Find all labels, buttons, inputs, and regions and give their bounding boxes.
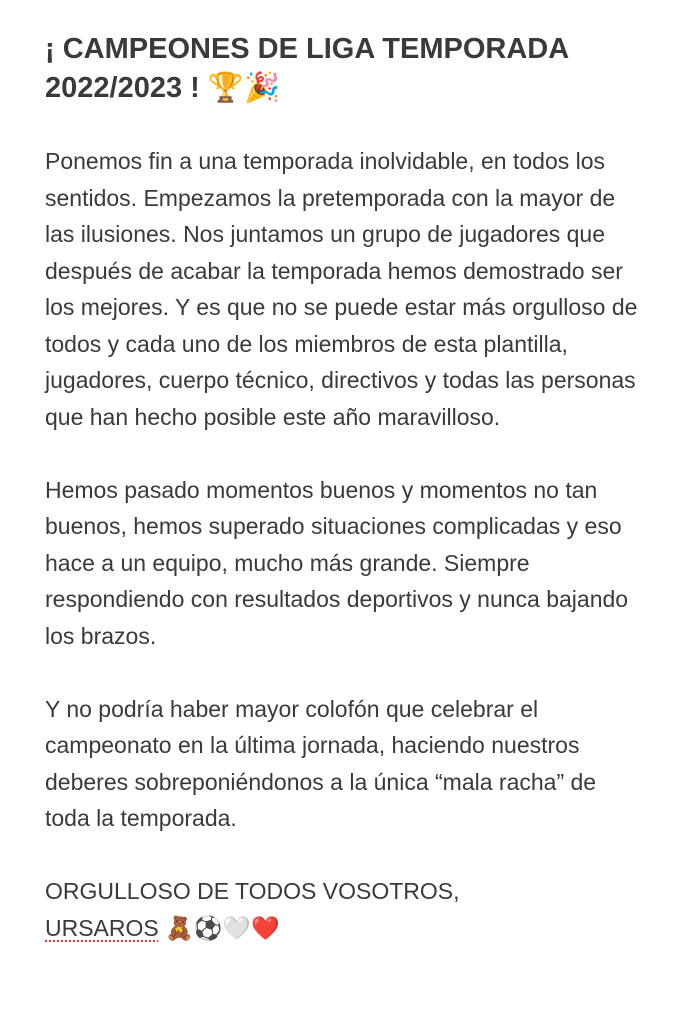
signature-line: [45, 910, 645, 948]
signature-misspelled-word[interactable]: URSAROS: [45, 914, 159, 941]
closing: [45, 873, 645, 947]
closing-line: ORGULLOSO DE TODOS VOSOTROS,: [45, 878, 460, 904]
trophy-party-emoji: 🏆🎉: [207, 70, 281, 104]
paragraph-good-and-bad-moments: Hemos pasado momentos buenos y momentos no tan buenos, hemos superado situaciones complicadas y eso hace a un equipo, mucho más grande. Siempre respondiendo con resultados deportivos y nunca bajando los brazos.: [45, 476, 629, 649]
note-body[interactable]: [45, 30, 645, 947]
note-title: [45, 30, 645, 107]
paragraph-season-summary: Ponemos fin a una temporada inolvidable, en todos los sentidos. Empezamos la pretemporada con la mayor de las ilusiones. Nos juntamos un grupo de jugadores que después de acabar la temporada hemos demostrado ser los mejores. Y es que no se puede estar más orgulloso de todos y cada uno de los miembros de esta plantilla, jugadores, cuerpo técnico, directivos y todas las personas que han hecho posible este año maravilloso.: [45, 148, 638, 430]
paragraph-championship: Y no podría haber mayor colofón que celebrar el campeonato en la última jornada, haciendo nuestros deberes sobreponiéndonos a la única “mala racha” de toda la temporada.: [45, 695, 597, 831]
note-title-text: ¡ CAMPEONES DE LIGA TEMPORADA 2022/2023 !: [45, 33, 569, 104]
bear-ball-heart-emoji: 🧸⚽🤍❤️: [165, 915, 280, 942]
